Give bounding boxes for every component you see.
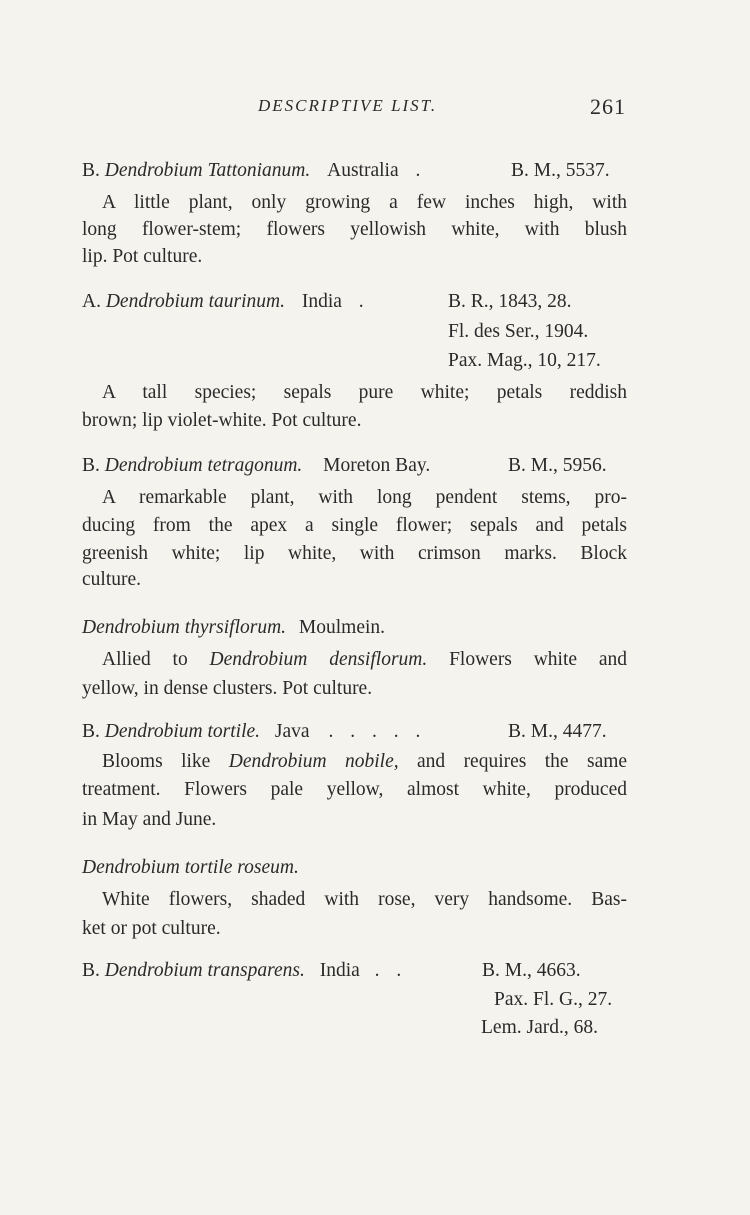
- citation-ref: Pax. Fl. G., 27.: [494, 989, 613, 1010]
- species-name: Dendrobium tortile roseum.: [82, 857, 299, 878]
- species-locality: India: [319, 960, 360, 981]
- species-name: Dendrobium tetragonum.: [104, 455, 303, 476]
- entry-prefix: B.: [82, 160, 100, 181]
- citation-ref: B. M., 5537.: [511, 160, 610, 181]
- running-title: DESCRIPTIVE LIST.: [258, 96, 438, 115]
- entry-heading: [82, 855, 627, 881]
- citation-ref: B. R., 1843, 28.: [448, 291, 572, 312]
- entry-prefix: A.: [82, 291, 101, 312]
- species-name: Dendrobium Tattonianum.: [104, 160, 311, 181]
- species-name: Dendrobium tortile.: [104, 721, 261, 742]
- body-line: [102, 749, 627, 775]
- body-line: culture.: [82, 569, 142, 590]
- body-line: treatment. Flowers pale yellow, almost white, produced: [82, 779, 627, 800]
- species-name: Dendrobium taurinum.: [105, 291, 285, 312]
- body-line: ket or pot culture.: [82, 918, 221, 939]
- page-number: 261: [590, 94, 626, 119]
- citation-ref: Pax. Mag., 10, 217.: [448, 350, 601, 371]
- leader-dots: . .: [374, 960, 408, 981]
- body-line: A remarkable plant, with long pendent stems, pro-: [102, 487, 627, 508]
- body-line: White flowers, shaded with rose, very handsome. Bas-: [102, 889, 627, 910]
- leader-dots: .: [358, 291, 364, 312]
- body-line: lip. Pot culture.: [82, 246, 203, 267]
- body-line: brown; lip violet-white. Pot culture.: [82, 410, 362, 431]
- body-text: and requires the same: [417, 751, 628, 772]
- body-text: Allied to: [102, 649, 188, 670]
- species-reference: Dendrobium nobile,: [228, 751, 399, 772]
- body-text: Flowers white and: [449, 649, 627, 670]
- species-name: Dendrobium transparens.: [104, 960, 305, 981]
- body-line: [102, 647, 627, 673]
- entry-prefix: B.: [82, 960, 100, 981]
- entry-prefix: B.: [82, 721, 100, 742]
- species-locality: Java: [274, 721, 310, 742]
- running-head: [0, 96, 750, 124]
- entry-prefix: B.: [82, 455, 100, 476]
- species-locality: India: [301, 291, 342, 312]
- body-line: A little plant, only growing a few inches high, with: [102, 192, 627, 213]
- body-line: A tall species; sepals pure white; petals reddish: [102, 382, 627, 403]
- citation-ref: Fl. des Ser., 1904.: [448, 321, 589, 342]
- body-line: in May and June.: [82, 809, 217, 830]
- species-name: Dendrobium thyrsiflorum.: [82, 617, 287, 638]
- species-reference: Dendrobium densiflorum.: [209, 649, 428, 670]
- citation-ref: B. M., 4477.: [508, 721, 607, 742]
- species-locality: Moulmein.: [298, 617, 386, 638]
- body-line: yellow, in dense clusters. Pot culture.: [82, 678, 373, 699]
- leader-dots: . . . . .: [328, 721, 427, 742]
- leader-dots: .: [415, 160, 421, 181]
- citation-ref: B. M., 4663.: [482, 960, 581, 981]
- body-line: greenish white; lip white, with crimson marks. Block: [82, 543, 627, 564]
- body-line: ducing from the apex a single flower; sepals and petals: [82, 515, 627, 536]
- citation-ref: Lem. Jard., 68.: [481, 1017, 598, 1038]
- body-text: Blooms like: [102, 751, 211, 772]
- species-locality: Australia: [327, 160, 399, 181]
- body-line: long flower-stem; flowers yellowish white, with blush: [82, 219, 627, 240]
- citation-ref: B. M., 5956.: [508, 455, 607, 476]
- entry-heading: [82, 615, 627, 641]
- species-locality: Moreton Bay.: [323, 455, 431, 476]
